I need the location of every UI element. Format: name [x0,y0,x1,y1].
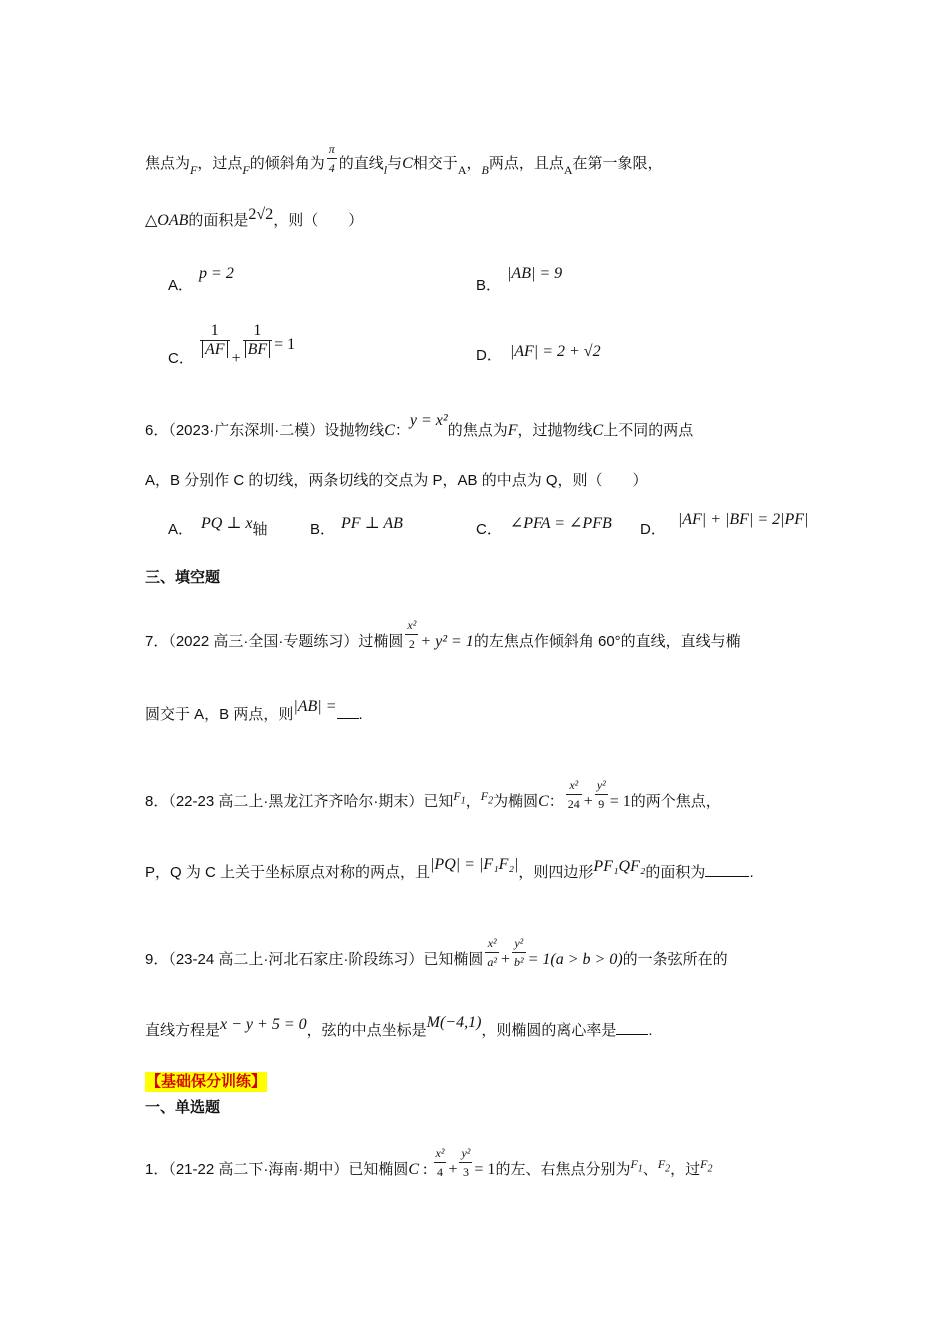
q6-option-d: D．|AF| + |BF| = 2|PF| [640,511,809,538]
q6-option-c: C． ∠PFA = ∠PFB [476,515,612,538]
q8-line1: 8．（22-23 高二上·黑龙江齐齐哈尔·期末）已知$^{F_1}$，$^{F_2}$为椭圆C： $\frac{\text{x²}}{24}$ + $\frac{\text{y²}}{9}$ = 1的两个焦点， [145,778,721,811]
q9-line2: 直线方程是x − y + 5 = 0，弦的中点坐标是M(−4,1)，则椭圆的离心率是 . [145,1014,653,1039]
q6-option-a: A． PQ ⊥ x轴 [168,515,268,538]
q6-line1: 6．（2023·广东深圳·二模）设抛物线C：y = x²的焦点为F，过抛物线C上不同的两点 [145,412,694,439]
q6-line2: A，B 分别作 C 的切线，两条切线的交点为 P，AB 的中点为 Q，则（ ） [145,472,648,489]
pi-over-4: $\frac{\pi}{4}$ [328,142,335,175]
q1-line1: 1．（21-22 高二下·海南·期中）已知椭圆C : $\frac{\text{x²}}{4}$ + $\frac{\text{y²}}{3}$ = 1的左、右焦点分别为$^{F_1}$、$^{F_2}$，过$^{F_2}$ [145,1146,713,1179]
q5-line2: △OAB的面积是2√2，则（ ） [145,206,364,229]
q5-option-a: A．p = 2 [168,265,234,294]
q5-option-b: B．|AB| = 9 [476,265,563,294]
q5-option-d: D． |AF| = 2 + √2 [476,343,601,364]
section-single-choice-heading: 一、单选题 [145,1099,221,1116]
q5-option-c: C． $\frac{1}{AF}$ + $\frac{1}{BF}$ = 1 [168,322,296,367]
q6-option-b: B． PF ⊥ AB [310,515,403,538]
q5-line1: 焦点为$_F$，过点$_F$的倾斜角为 $\frac{\pi}{4}$ 的直线$_l$与C相交于$_A$，$_B$两点，且点$_A$在第一象限， [145,142,663,177]
q8-line2: P，Q 为 C 上关于坐标原点对称的两点，且|PQ| = |F₁F₂|，则四边形PF₁QF₂的面积为 . [145,856,754,881]
q7-line1: 7．（2022 高三·全国·专题练习）过椭圆 $\frac{\text{x²}}{2}$ + y² = 1的左焦点作倾斜角 60°的直线，直线与椭 [145,618,741,651]
q9-line1: 9．（23-24 高二上·河北石家庄·阶段练习）已知椭圆 $\frac{\text{x²}}{\text{a²}}$ + $\frac{\text{y²}}{\text{b²}}$ = 1(a > b > 0)的一条弦所在的 [145,936,728,969]
q7-line2: 圆交于 A，B 两点，则|AB| = . [145,698,363,723]
basic-training-tag: 【基础保分训练】 [146,1073,267,1090]
section-fill-in-heading: 三、填空题 [145,569,221,586]
